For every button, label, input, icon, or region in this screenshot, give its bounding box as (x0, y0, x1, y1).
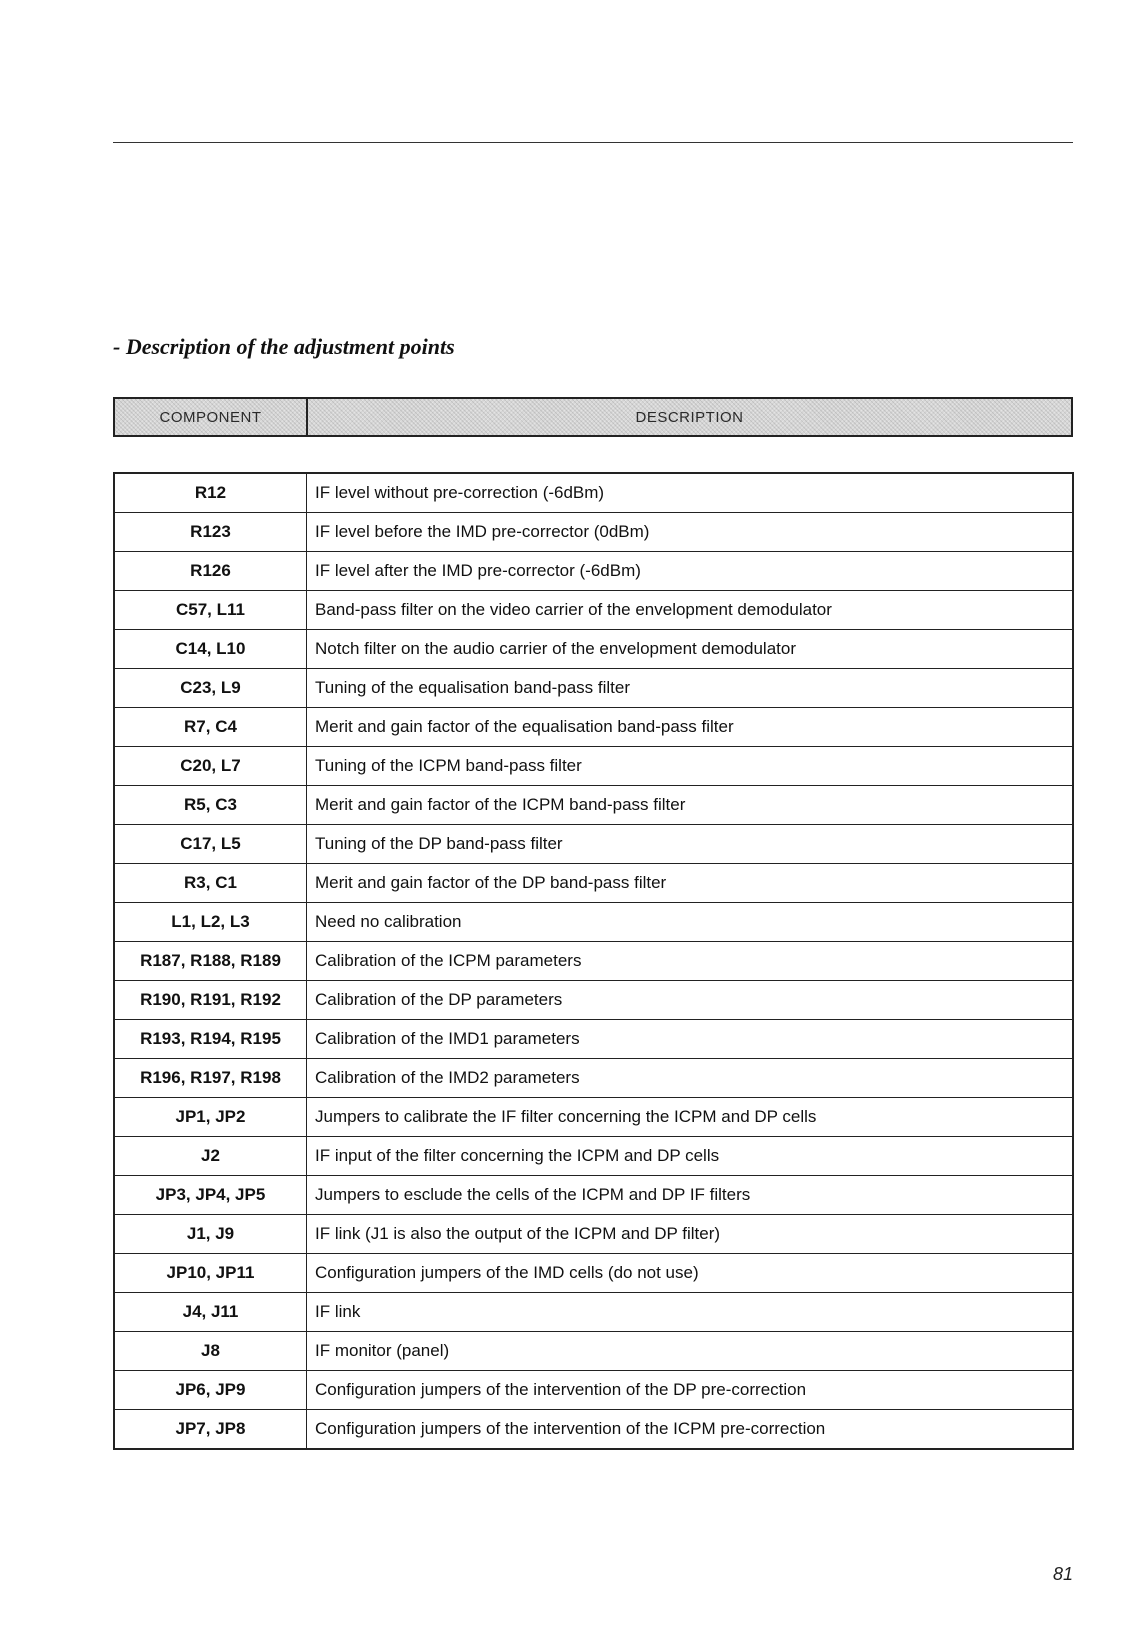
section-title: - Description of the adjustment points (113, 334, 455, 359)
component-cell: JP3, JP4, JP5 (114, 1176, 307, 1215)
page-number: 81 (1052, 1564, 1073, 1584)
description-cell: Calibration of the DP parameters (307, 981, 1074, 1020)
description-cell: Merit and gain factor of the equalisation band-pass filter (307, 708, 1074, 747)
table-row (114, 513, 1073, 552)
component-cell: C23, L9 (114, 669, 307, 708)
table-row (114, 1410, 1073, 1450)
table-row (114, 864, 1073, 903)
adjustment-points-table (113, 472, 1074, 1450)
description-cell: IF monitor (panel) (307, 1332, 1074, 1371)
table-row (114, 1176, 1073, 1215)
description-cell: Merit and gain factor of the DP band-pass filter (307, 864, 1074, 903)
component-cell: C17, L5 (114, 825, 307, 864)
description-cell: Tuning of the equalisation band-pass filter (307, 669, 1074, 708)
table-row (114, 473, 1073, 513)
description-cell: IF input of the filter concerning the ICPM and DP cells (307, 1137, 1074, 1176)
description-cell: Calibration of the IMD1 parameters (307, 1020, 1074, 1059)
description-cell: Configuration jumpers of the intervention of the DP pre-correction (307, 1371, 1074, 1410)
table-row (114, 942, 1073, 981)
table-row (114, 1215, 1073, 1254)
table-row (114, 747, 1073, 786)
table-row (114, 825, 1073, 864)
description-cell: Tuning of the DP band-pass filter (307, 825, 1074, 864)
table-header-band (113, 397, 1073, 437)
description-cell: IF level without pre-correction (-6dBm) (307, 473, 1074, 513)
table-row (114, 1098, 1073, 1137)
table-row (114, 1020, 1073, 1059)
component-cell: R12 (114, 473, 307, 513)
table-row (114, 903, 1073, 942)
table-row (114, 1254, 1073, 1293)
table-row (114, 708, 1073, 747)
component-cell: R193, R194, R195 (114, 1020, 307, 1059)
component-cell: J2 (114, 1137, 307, 1176)
component-cell: R3, C1 (114, 864, 307, 903)
table-row (114, 1059, 1073, 1098)
description-cell: IF level before the IMD pre-corrector (0dBm) (307, 513, 1074, 552)
component-cell: R123 (114, 513, 307, 552)
description-cell: Configuration jumpers of the intervention of the ICPM pre-correction (307, 1410, 1074, 1450)
component-cell: C57, L11 (114, 591, 307, 630)
description-cell: Jumpers to esclude the cells of the ICPM and DP IF filters (307, 1176, 1074, 1215)
header-description: DESCRIPTION (635, 408, 744, 426)
table-row (114, 1137, 1073, 1176)
component-cell: L1, L2, L3 (114, 903, 307, 942)
description-cell: Band-pass filter on the video carrier of the envelopment demodulator (307, 591, 1074, 630)
component-cell: J8 (114, 1332, 307, 1371)
component-cell: R190, R191, R192 (114, 981, 307, 1020)
component-cell: J1, J9 (114, 1215, 307, 1254)
table-row (114, 981, 1073, 1020)
component-cell: JP1, JP2 (114, 1098, 307, 1137)
description-cell: Configuration jumpers of the IMD cells (do not use) (307, 1254, 1074, 1293)
description-cell: Calibration of the IMD2 parameters (307, 1059, 1074, 1098)
table-row (114, 630, 1073, 669)
description-cell: Need no calibration (307, 903, 1074, 942)
table-row (114, 591, 1073, 630)
component-cell: JP6, JP9 (114, 1371, 307, 1410)
component-cell: JP7, JP8 (114, 1410, 307, 1450)
component-cell: J4, J11 (114, 1293, 307, 1332)
component-cell: R5, C3 (114, 786, 307, 825)
table-row (114, 1371, 1073, 1410)
table-row (114, 552, 1073, 591)
component-cell: JP10, JP11 (114, 1254, 307, 1293)
component-cell: R7, C4 (114, 708, 307, 747)
table-row (114, 1293, 1073, 1332)
description-cell: IF link (307, 1293, 1074, 1332)
component-cell: R196, R197, R198 (114, 1059, 307, 1098)
component-cell: C20, L7 (114, 747, 307, 786)
header-component: COMPONENT (115, 399, 308, 435)
description-cell: Merit and gain factor of the ICPM band-pass filter (307, 786, 1074, 825)
adjustment-points-table-body (114, 473, 1073, 1449)
component-cell: C14, L10 (114, 630, 307, 669)
description-cell: Notch filter on the audio carrier of the envelopment demodulator (307, 630, 1074, 669)
description-cell: IF link (J1 is also the output of the ICPM and DP filter) (307, 1215, 1074, 1254)
table-row (114, 1332, 1073, 1371)
description-cell: Jumpers to calibrate the IF filter concerning the ICPM and DP cells (307, 1098, 1074, 1137)
table-row (114, 669, 1073, 708)
description-cell: Tuning of the ICPM band-pass filter (307, 747, 1074, 786)
description-cell: IF level after the IMD pre-corrector (-6dBm) (307, 552, 1074, 591)
description-cell: Calibration of the ICPM parameters (307, 942, 1074, 981)
top-divider (113, 142, 1073, 143)
component-cell: R126 (114, 552, 307, 591)
table-row (114, 786, 1073, 825)
component-cell: R187, R188, R189 (114, 942, 307, 981)
